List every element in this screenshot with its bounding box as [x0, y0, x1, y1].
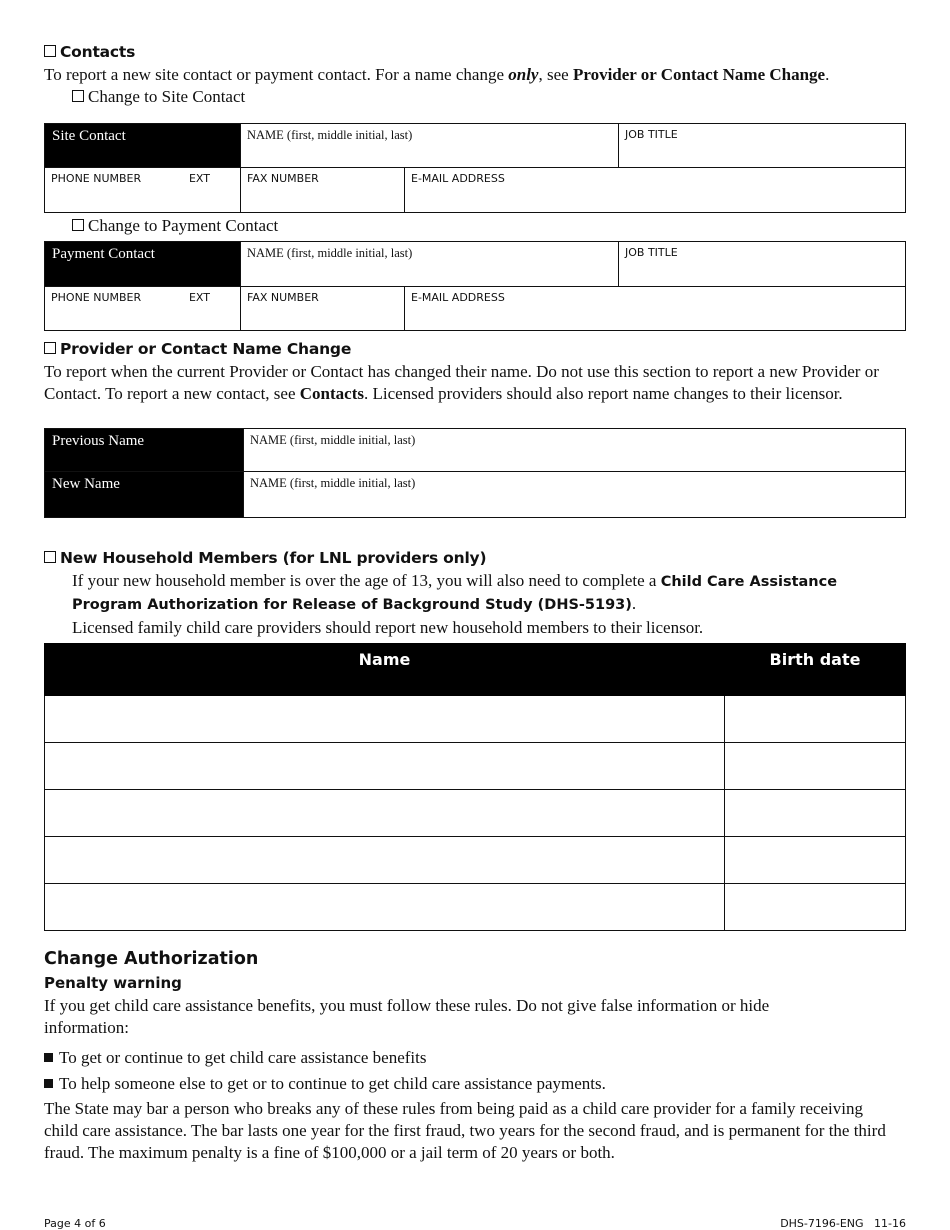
- new-name-label: New Name: [45, 472, 244, 518]
- payment-contact-name-field[interactable]: NAME (first, middle initial, last): [241, 242, 619, 287]
- form-id: DHS-7196-ENG 11-16: [780, 1217, 906, 1230]
- site-contact-checkbox[interactable]: [72, 90, 84, 102]
- name-change-heading: [44, 340, 351, 358]
- household-col-name: Name: [45, 644, 725, 696]
- payment-contact-checkbox-label: Change to Payment Contact: [88, 216, 279, 235]
- household-name-cell[interactable]: [45, 743, 725, 790]
- name-change-checkbox[interactable]: [44, 342, 56, 354]
- payment-contact-phone-field[interactable]: PHONE NUMBER EXT: [45, 287, 241, 331]
- list-item: To help someone else to get or to continue to get child care assistance payments.: [44, 1073, 606, 1095]
- household-name-cell[interactable]: [45, 837, 725, 884]
- payment-contact-checkbox[interactable]: [72, 219, 84, 231]
- bullet-icon: [44, 1053, 53, 1062]
- household-text2: Licensed family child care providers should report new household members to their licensor.: [72, 618, 704, 637]
- bullet-icon: [44, 1079, 53, 1088]
- household-heading: [44, 549, 486, 567]
- site-contact-job-title-field[interactable]: JOB TITLE: [619, 124, 906, 168]
- authorization-para2: The State may bar a person who breaks any of these rules from being paid as a child care provider for a family receiving child care assistance. The bar lasts one year for the first fraud, two years for the second fraud, and is permanent for the third fraud. The maximum penalty is a fine of $100,000 or a jail term of 20 years or both.: [44, 1099, 886, 1162]
- previous-name-field[interactable]: NAME (first, middle initial, last): [244, 429, 906, 472]
- name-change-table: [44, 428, 906, 518]
- site-contact-change-option[interactable]: [72, 86, 245, 108]
- table-row: [45, 696, 906, 743]
- contacts-intro: To report a new site contact or payment contact. For a name change only, see Provider or Contact Name Change.: [44, 65, 830, 84]
- household-table: [44, 643, 906, 931]
- household-name-cell[interactable]: [45, 884, 725, 931]
- household-heading-text: New Household Members (for LNL providers only): [60, 549, 487, 567]
- payment-contact-job-title-field[interactable]: JOB TITLE: [619, 242, 906, 287]
- penalty-warning-heading: Penalty warning: [44, 974, 182, 992]
- payment-contact-email-field[interactable]: E-MAIL ADDRESS: [405, 287, 906, 331]
- previous-name-label: Previous Name: [45, 429, 244, 472]
- table-row: [45, 743, 906, 790]
- payment-contact-fax-field[interactable]: FAX NUMBER: [241, 287, 405, 331]
- household-birth-cell[interactable]: [725, 743, 906, 790]
- household-checkbox[interactable]: [44, 551, 56, 563]
- payment-contact-change-option[interactable]: [72, 215, 278, 237]
- table-row: [45, 790, 906, 837]
- site-contact-fax-field[interactable]: FAX NUMBER: [241, 168, 405, 213]
- household-birth-cell[interactable]: [725, 790, 906, 837]
- name-change-heading-text: Provider or Contact Name Change: [60, 340, 352, 358]
- site-contact-table: [44, 123, 906, 213]
- site-contact-email-field[interactable]: E-MAIL ADDRESS: [405, 168, 906, 213]
- household-birth-cell[interactable]: [725, 837, 906, 884]
- household-name-cell[interactable]: [45, 790, 725, 837]
- table-row: [45, 884, 906, 931]
- site-contact-name-field[interactable]: NAME (first, middle initial, last): [241, 124, 619, 168]
- name-change-text: To report when the current Provider or Contact has changed their name. Do not use this section to report a new Provider or Contact. To report a new contact, see Contacts. Licensed providers should also report name changes to their licensor.: [44, 362, 879, 403]
- authorization-para1: If you get child care assistance benefits, you must follow these rules. Do not give false information or hide information:: [44, 996, 770, 1037]
- page-number: Page 4 of 6: [44, 1217, 106, 1230]
- table-row: [45, 837, 906, 884]
- household-birth-cell[interactable]: [725, 884, 906, 931]
- site-contact-checkbox-label: Change to Site Contact: [88, 87, 246, 106]
- contacts-checkbox[interactable]: [44, 45, 56, 57]
- authorization-heading: Change Authorization: [44, 949, 259, 969]
- site-contact-phone-field[interactable]: PHONE NUMBER EXT: [45, 168, 241, 213]
- household-col-birth-date: Birth date: [725, 644, 906, 696]
- payment-contact-label: Payment Contact: [45, 242, 241, 287]
- site-contact-label: Site Contact: [45, 124, 241, 168]
- household-name-cell[interactable]: [45, 696, 725, 743]
- list-item: To get or continue to get child care assistance benefits: [44, 1047, 426, 1069]
- new-name-field[interactable]: NAME (first, middle initial, last): [244, 472, 906, 518]
- household-text: If your new household member is over the age of 13, you will also need to complete a Child Care Assistance Program Authorization for Release of Background Study (DHS-5193).: [72, 571, 838, 613]
- contacts-heading-text: Contacts: [60, 43, 136, 61]
- household-birth-cell[interactable]: [725, 696, 906, 743]
- contacts-heading: [44, 43, 135, 61]
- payment-contact-table: [44, 241, 906, 331]
